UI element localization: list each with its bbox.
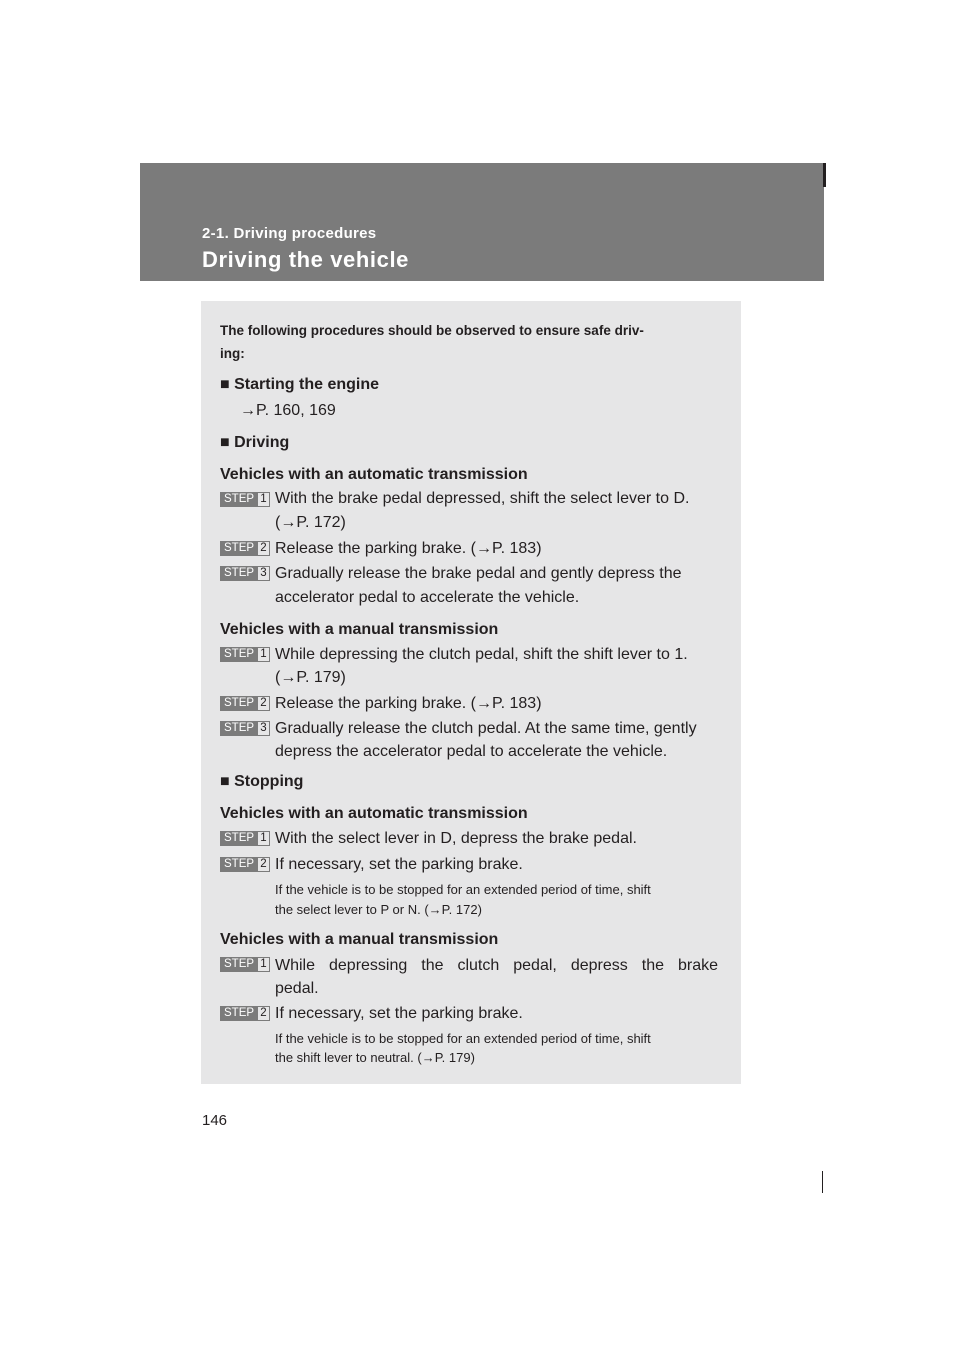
heading-driving (220, 434, 289, 452)
step-badge: STEP 2 (220, 857, 270, 872)
auto-stop-step2: If necessary, set the parking brake. (275, 856, 523, 873)
heading-text: Stopping (234, 773, 304, 790)
auto-drive-step1-line1: With the brake pedal depressed, shift the select lever to D. (275, 490, 690, 507)
heading-text: Driving (234, 434, 290, 451)
step-badge: STEP 1 (220, 957, 270, 972)
manual-stop-note-line2: the shift lever to neutral. (→P. 179) (275, 1050, 475, 1065)
starting-ref (240, 402, 336, 420)
manual-drive-step1-line1: While depressing the clutch pedal, shift the shift lever to 1. (275, 646, 688, 663)
step-badge: STEP 2 (220, 696, 270, 711)
auto-stop-step1: With the select lever in D, depress the brake pedal. (275, 830, 637, 847)
step-badge: STEP 1 (220, 831, 270, 846)
intro-line-1: The following procedures should be observed to ensure safe driv- (220, 323, 644, 338)
square-bullet-icon: ■ (220, 434, 230, 451)
heading-stopping (220, 773, 303, 791)
side-rule (822, 1171, 823, 1193)
step-badge: STEP 3 (220, 721, 270, 736)
square-bullet-icon: ■ (220, 376, 230, 393)
arrow-icon: → (280, 514, 297, 531)
arrow-icon: → (476, 695, 492, 712)
manual-drive-step1-line2: (→P. 179) (275, 669, 346, 686)
auto-stop-note-line2: the select lever to P or N. (→P. 172) (275, 902, 482, 917)
manual-stop-note-line1: If the vehicle is to be stopped for an extended period of time, shift (275, 1031, 651, 1046)
manual-drive-step2: Release the parking brake. (→P. 183) (275, 695, 542, 712)
auto-drive-step3-line2: accelerator pedal to accelerate the vehicle. (275, 589, 580, 606)
heading-text: Starting the engine (234, 376, 380, 393)
square-bullet-icon: ■ (220, 773, 230, 790)
arrow-icon: → (240, 402, 256, 419)
subheading-manual-drive: Vehicles with a manual transmission (220, 621, 499, 638)
step-badge: STEP 2 (220, 1006, 270, 1021)
arrow-icon: → (428, 902, 442, 917)
step-badge: STEP 3 (220, 566, 270, 581)
auto-drive-step3-line1: Gradually release the brake pedal and gently depress the (275, 565, 682, 582)
manual-stop-step2: If necessary, set the parking brake. (275, 1005, 523, 1022)
page-title: Driving the vehicle (202, 247, 410, 272)
starting-ref-text: P. 160, 169 (256, 402, 336, 419)
step-badge: STEP 1 (220, 492, 270, 507)
page-number: 146 (202, 1112, 228, 1129)
step-badge: STEP 1 (220, 647, 270, 662)
auto-stop-note-line1: If the vehicle is to be stopped for an extended period of time, shift (275, 882, 651, 897)
manual-stop-step1-line1: While depressing the clutch pedal, depress the brake (275, 957, 718, 974)
intro-line-2: ing: (220, 346, 245, 361)
arrow-icon: → (280, 669, 297, 686)
step-badge: STEP 2 (220, 541, 270, 556)
subheading-manual-stop: Vehicles with a manual transmission (220, 931, 499, 948)
subheading-auto-drive: Vehicles with an automatic transmission (220, 466, 528, 483)
manual-drive-step3-line2: depress the accelerator pedal to accelerate the vehicle. (275, 743, 668, 760)
manual-drive-step3-line1: Gradually release the clutch pedal. At the same time, gently (275, 720, 697, 737)
subheading-auto-stop: Vehicles with an automatic transmission (220, 805, 528, 822)
header-edge-mark (823, 163, 826, 187)
auto-drive-step2: Release the parking brake. (→P. 183) (275, 540, 542, 557)
arrow-icon: → (476, 540, 492, 557)
section-label: 2-1. Driving procedures (202, 225, 377, 242)
heading-starting-engine (220, 376, 379, 394)
auto-drive-step1-line2: (→P. 172) (275, 514, 346, 531)
manual-stop-step1-line2: pedal. (275, 980, 319, 997)
arrow-icon: → (421, 1050, 435, 1065)
